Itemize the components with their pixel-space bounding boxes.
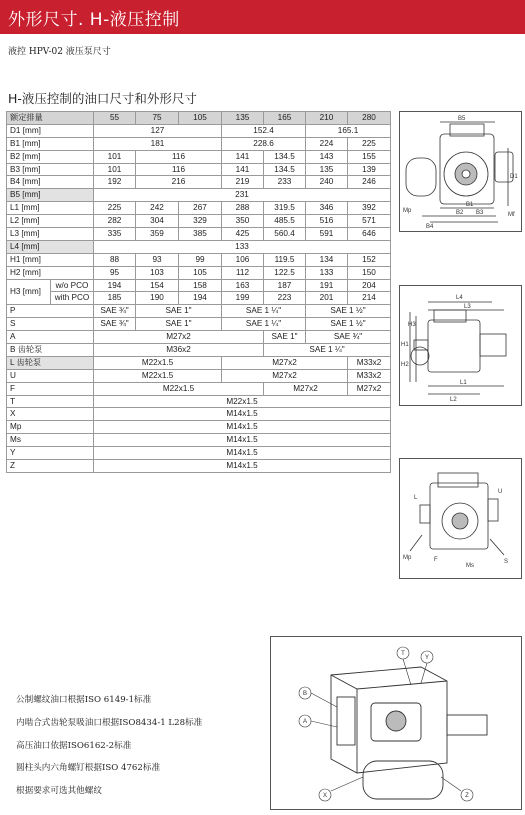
table-cell: SAE ¾": [94, 305, 136, 318]
table-cell: 304: [136, 215, 179, 228]
row-label: Y: [7, 447, 94, 460]
pump-rear-drawing: [400, 459, 521, 578]
table-cell: 288: [222, 202, 264, 215]
label-F: F: [434, 557, 438, 563]
table-row: [7, 266, 391, 279]
section-title: H-液压控制的油口尺寸和外形尺寸: [8, 91, 197, 106]
table-row: [7, 240, 391, 253]
table-cell: 224: [306, 137, 348, 150]
table-cell: SAE ¾": [94, 318, 136, 331]
table-cell: 133: [306, 266, 348, 279]
table-row: [7, 460, 391, 473]
table-row: [7, 421, 391, 434]
pump-side-drawing: [400, 286, 521, 405]
row-label: A: [7, 331, 94, 344]
table-row: [7, 137, 391, 150]
table-cell: 134.5: [264, 163, 306, 176]
label-X: X: [322, 793, 328, 799]
table-row: [7, 150, 391, 163]
row-label: U: [7, 369, 94, 382]
table-cell: 219: [222, 176, 264, 189]
table-cell: SAE 1": [136, 318, 222, 331]
label-Ms: Ms: [466, 563, 474, 569]
table-cell: 204: [348, 279, 391, 292]
table-row: [7, 318, 391, 331]
table-cell: 282: [94, 215, 136, 228]
table-cell: 112: [222, 266, 264, 279]
table-cell: 152: [348, 253, 391, 266]
table-row: [7, 382, 391, 395]
table-cell: 560.4: [264, 228, 306, 241]
table-cell: 199: [222, 292, 264, 305]
notes-list: [16, 689, 202, 803]
table-cell: 571: [348, 215, 391, 228]
table-cell: 329: [179, 215, 222, 228]
note-item: 公制螺纹油口根据ISO 6149-1标准: [16, 695, 152, 705]
table-cell: 346: [306, 202, 348, 215]
table-cell: 267: [179, 202, 222, 215]
table-cell: 190: [136, 292, 179, 305]
row-label: S: [7, 318, 94, 331]
page-subtitle: 液控 HPV-02 液压泵尺寸: [8, 47, 111, 57]
table-cell: M33x2: [348, 356, 391, 369]
table-cell: 99: [179, 253, 222, 266]
table-cell: 335: [94, 228, 136, 241]
table-cell: 116: [136, 150, 222, 163]
table-cell: 216: [136, 176, 222, 189]
table-cell: 192: [94, 176, 136, 189]
table-cell: 101: [94, 163, 136, 176]
row-label: T: [7, 395, 94, 408]
row-label: D1 [mm]: [7, 124, 94, 137]
table-cell: 93: [136, 253, 179, 266]
table-cell: 143: [306, 150, 348, 163]
label-Y: Y: [424, 655, 430, 661]
table-row: [7, 228, 391, 241]
size-header: 210: [306, 112, 348, 125]
table-cell: M14x1.5: [94, 408, 391, 421]
table-cell: 88: [94, 253, 136, 266]
label-B: B: [302, 691, 308, 697]
table-cell: 139: [348, 163, 391, 176]
row-label: Mp: [7, 421, 94, 434]
table-row: [7, 408, 391, 421]
label-Mp: Mp: [403, 555, 412, 561]
row-sublabel: with PCO: [51, 292, 94, 305]
table-cell: M27x2: [222, 356, 348, 369]
table-cell: 95: [94, 266, 136, 279]
label-D1: D1: [510, 174, 518, 180]
label-B1: B1: [466, 202, 474, 208]
rear-view-figure: [399, 458, 522, 579]
table-cell: 214: [348, 292, 391, 305]
table-row: [7, 163, 391, 176]
table-row: [7, 305, 391, 318]
perspective-view-figure: [270, 636, 522, 810]
table-row: [7, 447, 391, 460]
table-cell: 181: [94, 137, 222, 150]
table-row: [7, 202, 391, 215]
row-label: B5 [mm]: [7, 189, 94, 202]
label-B3: B3: [476, 210, 484, 216]
table-cell: 165.1: [306, 124, 391, 137]
table-cell: SAE 1": [264, 331, 306, 344]
row-label: B 齿轮泵: [7, 344, 94, 357]
table-cell: 152.4: [222, 124, 306, 137]
size-header: 165: [264, 112, 306, 125]
table-cell: 485.5: [264, 215, 306, 228]
table-cell: 350: [222, 215, 264, 228]
table-cell: 246: [348, 176, 391, 189]
table-cell: M14x1.5: [94, 434, 391, 447]
front-view-figure: [399, 111, 522, 232]
table-cell: M27x2: [264, 382, 348, 395]
table-cell: SAE 1": [136, 305, 222, 318]
table-cell: 385: [179, 228, 222, 241]
table-cell: 231: [94, 189, 391, 202]
table-cell: M33x2: [348, 369, 391, 382]
table-cell: 194: [94, 279, 136, 292]
table-cell: M14x1.5: [94, 421, 391, 434]
row-label: X: [7, 408, 94, 421]
note-item: 圆柱头内六角螺钉根据ISO 4762标准: [16, 763, 161, 774]
table-cell: 119.5: [264, 253, 306, 266]
row-label: B4 [mm]: [7, 176, 94, 189]
table-cell: 191: [306, 279, 348, 292]
row-label: B2 [mm]: [7, 150, 94, 163]
label-L4: L4: [456, 295, 463, 301]
row-sublabel: w/o PCO: [51, 279, 94, 292]
table-cell: 155: [348, 150, 391, 163]
label-L1: L1: [460, 380, 467, 386]
label-U: U: [498, 489, 503, 495]
table-row: [7, 344, 391, 357]
table-cell: 134.5: [264, 150, 306, 163]
table-cell: SAE 1 ¼": [264, 344, 391, 357]
table-cell: 194: [179, 292, 222, 305]
table-row: [7, 395, 391, 408]
row-label: B3 [mm]: [7, 163, 94, 176]
table-cell: 392: [348, 202, 391, 215]
row-label: Ms: [7, 434, 94, 447]
table-cell: 233: [264, 176, 306, 189]
table-row: [7, 112, 391, 125]
table-header-label: 额定排量: [7, 112, 94, 125]
label-H2: H2: [401, 362, 409, 368]
label-B4: B4: [426, 224, 434, 230]
size-header: 55: [94, 112, 136, 125]
table-cell: 105: [179, 266, 222, 279]
table-cell: M22x1.5: [94, 356, 222, 369]
table-cell: 223: [264, 292, 306, 305]
table-row: [7, 331, 391, 344]
table-row: [7, 369, 391, 382]
row-label: H3 [mm]: [7, 279, 51, 305]
table-row: [7, 189, 391, 202]
pump-perspective-drawing: [271, 637, 521, 809]
row-label: P: [7, 305, 94, 318]
dimension-table: [6, 111, 391, 473]
row-label: L4 [mm]: [7, 240, 94, 253]
size-header: 105: [179, 112, 222, 125]
size-header: 75: [136, 112, 179, 125]
label-A: A: [302, 719, 308, 725]
row-label: L 齿轮泵: [7, 356, 94, 369]
row-label: B1 [mm]: [7, 137, 94, 150]
table-cell: 106: [222, 253, 264, 266]
table-cell: M27x2: [348, 382, 391, 395]
table-cell: M22x1.5: [94, 369, 222, 382]
side-view-figure: [399, 285, 522, 406]
note-item: 高压油口依据ISO6162-2标准: [16, 740, 132, 751]
table-cell: 240: [306, 176, 348, 189]
row-label: F: [7, 382, 94, 395]
table-row: [7, 176, 391, 189]
table-cell: 591: [306, 228, 348, 241]
table-cell: M14x1.5: [94, 447, 391, 460]
table-cell: 187: [264, 279, 306, 292]
label-Mp: Mp: [403, 208, 412, 214]
table-cell: 141: [222, 163, 264, 176]
size-header: 280: [348, 112, 391, 125]
table-cell: 122.5: [264, 266, 306, 279]
label-H1: H1: [401, 342, 409, 348]
table-cell: M22x1.5: [94, 395, 391, 408]
table-cell: 425: [222, 228, 264, 241]
table-row: [7, 215, 391, 228]
table-cell: 116: [136, 163, 222, 176]
table-row: [7, 434, 391, 447]
table-cell: 516: [306, 215, 348, 228]
table-cell: 133: [94, 240, 391, 253]
label-B2: B2: [456, 210, 464, 216]
table-cell: 127: [94, 124, 222, 137]
row-label: L2 [mm]: [7, 215, 94, 228]
table-cell: 158: [179, 279, 222, 292]
page-header-bar: [0, 0, 525, 34]
label-Mf: Mf: [508, 212, 515, 218]
table-cell: M22x1.5: [94, 382, 264, 395]
table-cell: 359: [136, 228, 179, 241]
table-cell: SAE 1 ½": [306, 305, 391, 318]
label-B5: B5: [458, 116, 466, 122]
table-cell: M27x2: [94, 331, 264, 344]
table-cell: 103: [136, 266, 179, 279]
table-cell: 319.5: [264, 202, 306, 215]
table-cell: M27x2: [222, 369, 348, 382]
table-cell: 225: [348, 137, 391, 150]
table-cell: 101: [94, 150, 136, 163]
table-cell: SAE 1 ¼": [222, 305, 306, 318]
label-L2: L2: [450, 397, 457, 403]
row-label: L1 [mm]: [7, 202, 94, 215]
table-cell: 228.6: [222, 137, 306, 150]
label-L: L: [414, 495, 418, 501]
table-cell: 141: [222, 150, 264, 163]
note-item: 根据要求可选其他螺纹: [16, 786, 102, 797]
table-row: [7, 356, 391, 369]
table-cell: 134: [306, 253, 348, 266]
table-cell: 225: [94, 202, 136, 215]
pump-front-drawing: [400, 112, 521, 231]
table-row: [7, 124, 391, 137]
table-cell: 154: [136, 279, 179, 292]
label-H3: H3: [408, 322, 416, 328]
label-L3: L3: [464, 304, 471, 310]
table-cell: 242: [136, 202, 179, 215]
note-item: 内啮合式齿轮泵吸油口根据ISO8434-1 L28标准: [16, 717, 203, 728]
table-cell: SAE 1 ½": [306, 318, 391, 331]
table-cell: 150: [348, 266, 391, 279]
page-title: 外形尺寸. H-液压控制: [8, 10, 180, 30]
size-header: 135: [222, 112, 264, 125]
table-cell: 135: [306, 163, 348, 176]
table-cell: M36x2: [94, 344, 264, 357]
table-cell: 163: [222, 279, 264, 292]
table-cell: 646: [348, 228, 391, 241]
row-label: Z: [7, 460, 94, 473]
label-Z: Z: [465, 793, 469, 799]
table-row: [7, 279, 391, 292]
row-label: H1 [mm]: [7, 253, 94, 266]
label-T: T: [401, 651, 405, 657]
label-S: S: [504, 559, 509, 565]
table-cell: M14x1.5: [94, 460, 391, 473]
row-label: L3 [mm]: [7, 228, 94, 241]
row-label: H2 [mm]: [7, 266, 94, 279]
table-cell: 185: [94, 292, 136, 305]
table-row: [7, 292, 391, 305]
table-cell: SAE 1 ¼": [222, 318, 306, 331]
table-cell: SAE ¾": [306, 331, 391, 344]
table-cell: 201: [306, 292, 348, 305]
table-row: [7, 253, 391, 266]
